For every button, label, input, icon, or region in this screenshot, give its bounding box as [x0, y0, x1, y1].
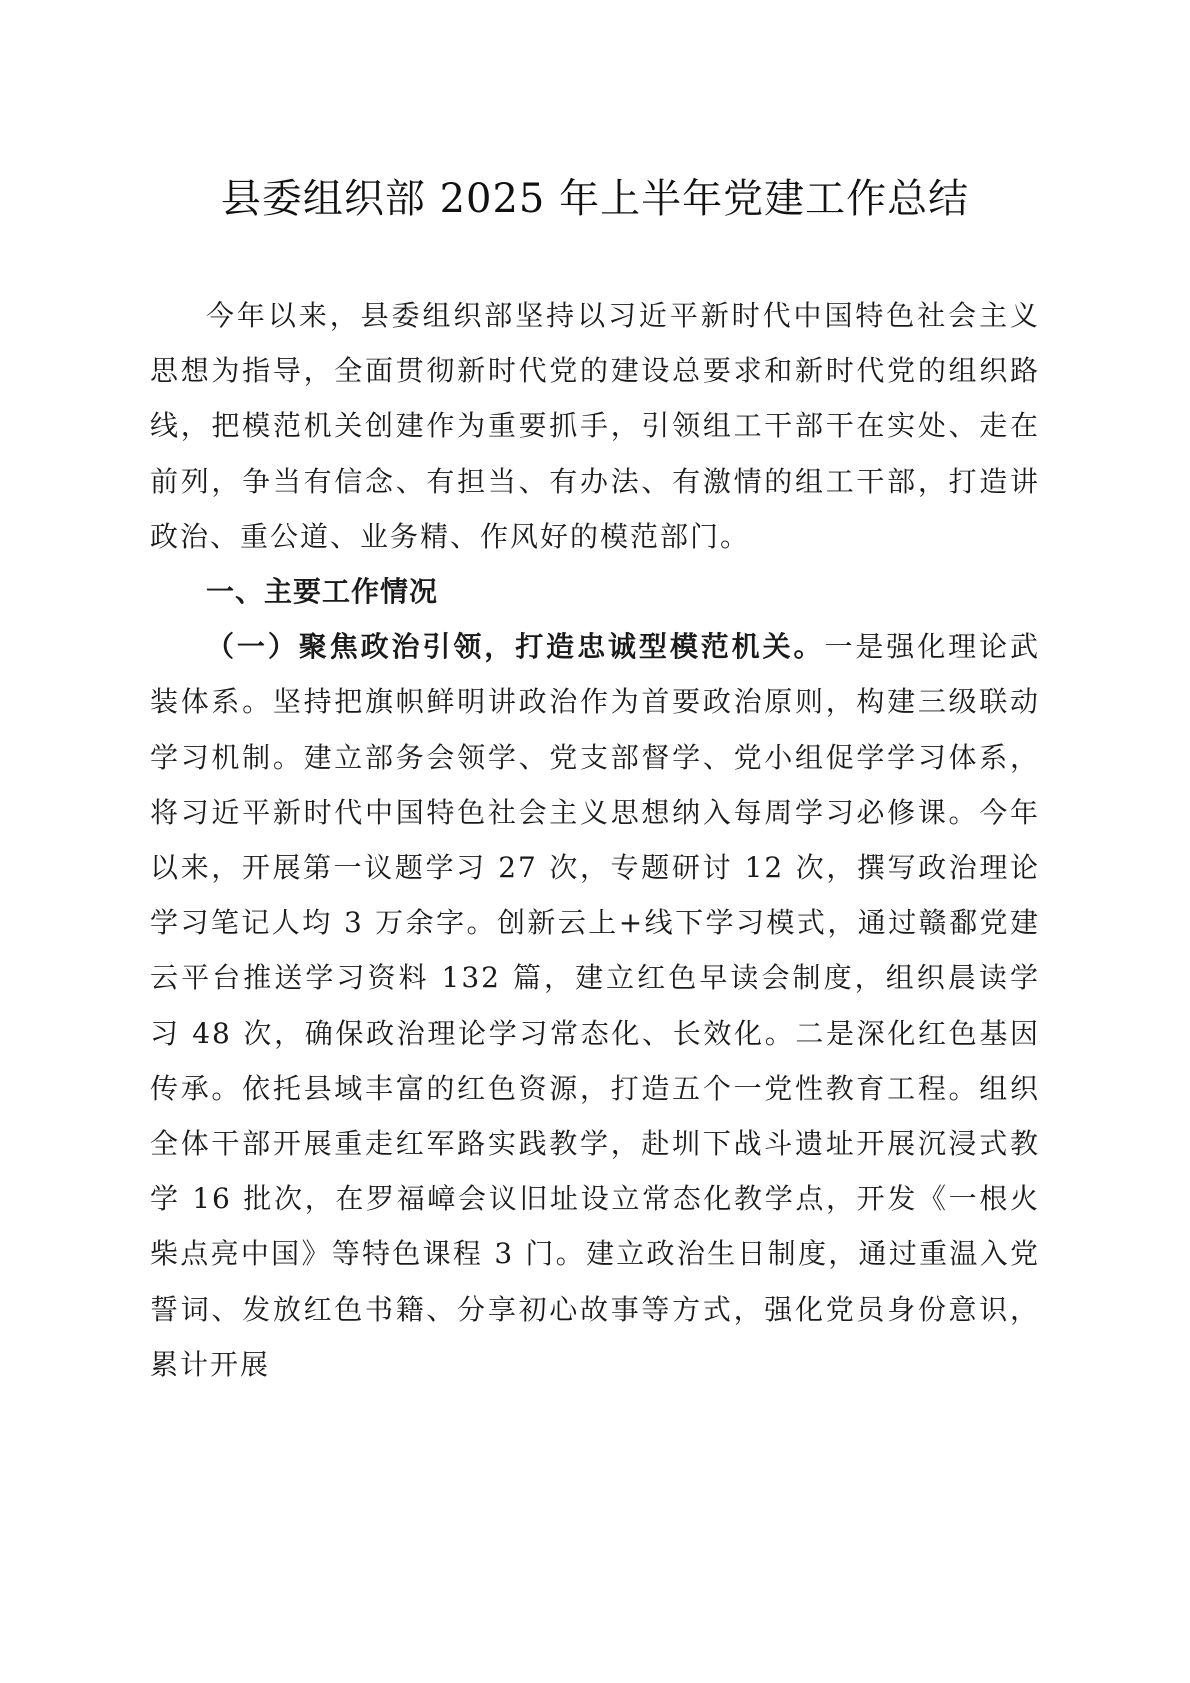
subsection-paragraph [150, 619, 1040, 1392]
subsection-text: 一是强化理论武装体系。坚持把旗帜鲜明讲政治作为首要政治原则，构建三级联动学习机制。建立部务会领学、党支部督学、党小组促学学习体系，将习近平新时代中国特色社会主义思想纳入每周学习必修课。今年以来，开展第一议题学习 27 次，专题研讨 12 次，撰写政治理论学习笔记人均 3 万余字。创新云上+线下学习模式，通过赣鄱党建云平台推送学习资料 132 篇，建立红色早读会制度，组织晨读学习 48 次，确保政治理论学习常态化、长效化。二是深化红色基因传承。依托县域丰富的红色资源，打造五个一党性教育工程。组织全体干部开展重走红军路实践教学，赴圳下战斗遗址开展沉浸式教学 16 批次，在罗福嶂会议旧址设立常态化教学点，开发《一根火柴点亮中国》等特色课程 3 门。建立政治生日制度，通过重温入党誓词、发放红色书籍、分享初心故事等方式，强化党员身份意识，累计开展 [150, 630, 1040, 1381]
document-body [150, 288, 1040, 1392]
subsection-lead: （一）聚焦政治引领，打造忠诚型模范机关。 [206, 630, 825, 664]
intro-paragraph: 今年以来，县委组织部坚持以习近平新时代中国特色社会主义思想为指导，全面贯彻新时代党的建设总要求和新时代党的组织路线，把模范机关创建作为重要抓手，引领组工干部干在实处、走在前列，争当有信念、有担当、有办法、有激情的组工干部，打造讲政治、重公道、业务精、作风好的模范部门。 [150, 299, 1040, 553]
document-title: 县委组织部 2025 年上半年党建工作总结 [220, 176, 970, 222]
section-heading: 一、主要工作情况 [206, 575, 439, 609]
